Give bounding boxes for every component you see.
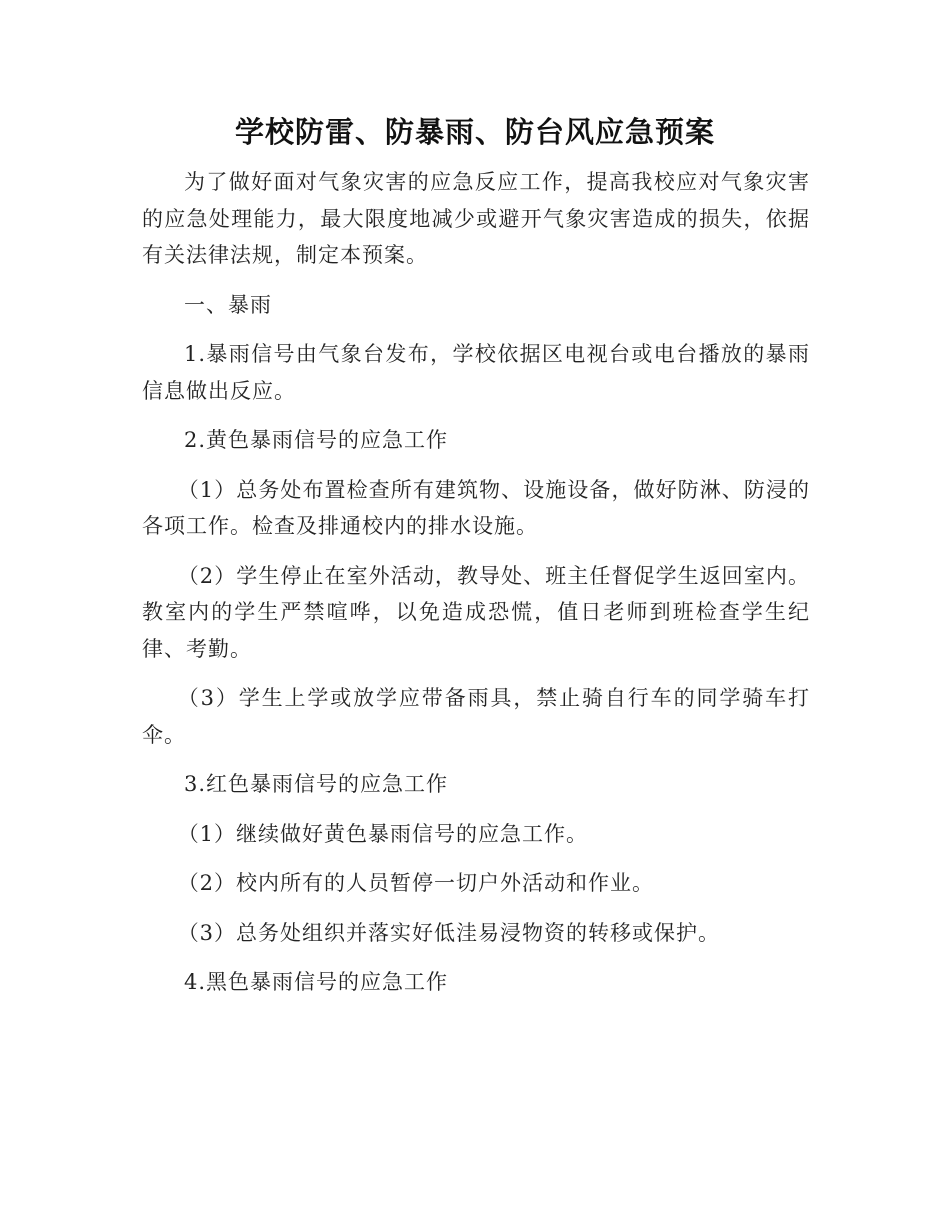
paragraph-item-2-2: （2）学生停止在室外活动，教导处、班主任督促学生返回室内。教室内的学生严禁喧哗，以免造成恐慌，值日老师到班检查学生纪律、考勤。 <box>142 563 810 661</box>
paragraph-intro: 为了做好面对气象灾害的应急反应工作，提高我校应对气象灾害的应急处理能力，最大限度地减少或避开气象灾害造成的损失，依据有关法律法规，制定本预案。 <box>142 170 810 267</box>
document-body <box>142 164 810 1014</box>
paragraph-item-3-2: （2）校内所有的人员暂停一切户外活动和作业。 <box>177 871 655 895</box>
paragraph-item-2-3: （3）学生上学或放学应带备雨具，禁止骑自行车的同学骑车打伞。 <box>142 686 810 747</box>
paragraph-item-3-3: （3）总务处组织并落实好低洼易浸物资的转移或保护。 <box>177 920 721 945</box>
paragraph-item-1: 1.暴雨信号由气象台发布，学校依据区电视台或电台播放的暴雨信息做出反应。 <box>142 342 810 403</box>
paragraph-item-3: 3.红色暴雨信号的应急工作 <box>184 772 449 796</box>
paragraph-item-4: 4.黑色暴雨信号的应急工作 <box>184 970 449 994</box>
document-title: 学校防雷、防暴雨、防台风应急预案 <box>234 115 715 149</box>
paragraph-item-2-1: （1）总务处布置检查所有建筑物、设施设备，做好防淋、防浸的各项工作。检查及排通校内的排水设施。 <box>142 477 810 538</box>
paragraph-item-2: 2.黄色暴雨信号的应急工作 <box>184 428 449 452</box>
paragraph-item-3-1: （1）继续做好黄色暴雨信号的应急工作。 <box>177 821 589 846</box>
section-heading-rainstorm: 一、暴雨 <box>184 292 272 317</box>
